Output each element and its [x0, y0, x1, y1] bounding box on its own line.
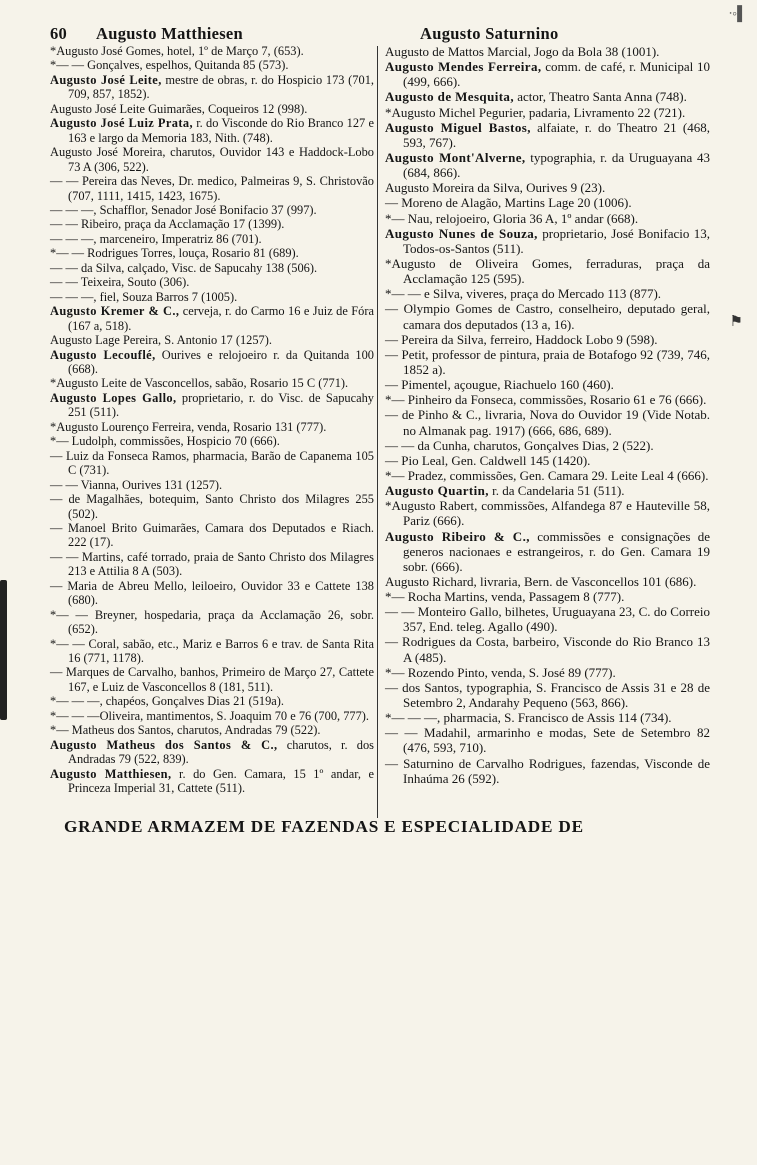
- entry-firm-name: Augusto Nunes de Souza,: [385, 225, 538, 241]
- entry-text: Augusto Lage Pereira, S. Antonio 17 (1257).: [50, 333, 272, 348]
- entry-text: Augusto José Leite Guimarães, Coqueiros 12 (998).: [50, 101, 308, 116]
- entry-text: — de Pinho & C., livraria, Nova do Ouvidor 19 (Vide Notab. no Almanak pag. 1917) (666, 686, 689).: [385, 407, 710, 438]
- directory-entry: [385, 195, 710, 210]
- entry-text: — — Vianna, Ourives 131 (1257).: [50, 477, 223, 492]
- entry-text: proprietario, José Bonifacio 13, Todos-os-Santos (511).: [403, 225, 711, 256]
- entry-firm-name: Augusto Miguel Bastos,: [385, 119, 531, 135]
- directory-entry: [385, 150, 710, 180]
- entry-text: *— Ludolph, commissões, Hospicio 70 (666).: [50, 434, 280, 449]
- directory-entry: [385, 498, 710, 528]
- directory-entry: [50, 376, 374, 390]
- entry-text: — — Pereira das Neves, Dr. medico, Palmeiras 9, S. Christovão (707, 1111, 1415, 1423, 1675).: [50, 174, 374, 203]
- entry-firm-name: Augusto Lopes Gallo,: [50, 390, 177, 405]
- directory-entry: [50, 73, 374, 102]
- directory-entry: [50, 333, 374, 347]
- entry-text: *— — —, chapéos, Gonçalves Dias 21 (519a).: [50, 694, 284, 709]
- directory-entry: [385, 725, 710, 755]
- directory-entry: [50, 217, 374, 231]
- corner-scan-mark: ᐧ◦▌: [728, 7, 747, 22]
- entry-text: — — Madahil, armarinho e modas, Sete de Setembro 82 (476, 593, 710).: [385, 725, 710, 756]
- directory-entry: [385, 634, 710, 664]
- entry-text: proprietario, r. do Visc. de Sapucahy 251 (511).: [68, 390, 374, 420]
- directory-entry: [50, 58, 374, 72]
- entry-text: *— Rocha Martins, venda, Passagem 8 (777).: [385, 589, 625, 605]
- entry-text: Augusto Moreira da Silva, Ourives 9 (23).: [385, 180, 606, 196]
- directory-entry: [50, 420, 374, 434]
- entry-text: — Olympio Gomes de Castro, conselheiro, deputado geral, camara dos deputados (13 a, 16).: [385, 301, 710, 332]
- entry-text: commissões e consignações de generos nacionaes e estrangeiros, r. do Gen. Camara 19 sobr. (666).: [403, 528, 710, 574]
- entry-text: — — Martins, café torrado, praia de Santo Christo dos Milagres 213 e Attilia 8 A (503).: [50, 549, 374, 579]
- directory-entry: [50, 232, 374, 246]
- directory-entry: [385, 105, 710, 120]
- entry-text: charutos, r. dos Andradas 79 (522, 839).: [68, 737, 374, 767]
- entry-text: actor, Theatro Santa Anna (748).: [514, 89, 687, 105]
- entry-text: — Saturnino de Carvalho Rodrigues, fazendas, Visconde de Inhaúma 26 (592).: [385, 755, 710, 786]
- directory-entry: [50, 203, 374, 217]
- directory-entry: [385, 332, 710, 347]
- entry-text: *— Pinheiro da Fonseca, commissões, Rosario 61 e 76 (666).: [385, 392, 707, 408]
- directory-entry: [50, 174, 374, 203]
- entry-text: Augusto José Moreira, charutos, Ouvidor 143 e Haddock-Lobo 73 A (306, 522).: [50, 145, 374, 174]
- directory-entry: [50, 478, 374, 492]
- directory-entry: [385, 468, 710, 483]
- entry-text: Ourives e relojoeiro r. da Quitanda 100 (668).: [68, 347, 374, 376]
- directory-entry: [50, 102, 374, 116]
- directory-entry: [385, 756, 710, 786]
- entry-firm-name: Augusto José Luiz Prata,: [50, 116, 193, 131]
- directory-entry: [50, 608, 374, 637]
- directory-entry: [385, 392, 710, 407]
- directory-entry: [50, 116, 374, 145]
- entry-text: — Marques de Carvalho, banhos, Primeiro de Março 27, Cattete 167, e Luiz de Vasconcellos 8 (181, 511).: [50, 665, 374, 694]
- entry-text: *— Nau, relojoeiro, Gloria 36 A, 1º andar (668).: [385, 210, 639, 226]
- directory-entry: [385, 180, 710, 195]
- directory-entry: [385, 438, 710, 453]
- margin-ink-mark: [0, 580, 7, 720]
- directory-entry: [385, 377, 710, 392]
- entry-text: — — —, Schafflor, Senador José Bonifacio 37 (997).: [50, 202, 317, 217]
- entry-text: *Augusto Michel Pegurier, padaria, Livramento 22 (721).: [385, 104, 686, 120]
- entry-firm-name: Augusto Mont'Alverne,: [385, 149, 526, 165]
- directory-entry: [385, 211, 710, 226]
- entry-text: *— — —, pharmacia, S. Francisco de Assis 114 (734).: [385, 710, 672, 726]
- directory-entry: [50, 694, 374, 708]
- left-column: [50, 44, 374, 796]
- directory-entry: [50, 521, 374, 550]
- directory-entry: [385, 574, 710, 589]
- entry-text: Augusto Richard, livraria, Bern. de Vasconcellos 101 (686).: [385, 573, 697, 589]
- directory-entry: [50, 290, 374, 304]
- page-number: 60: [50, 24, 68, 43]
- directory-entry: [50, 261, 374, 275]
- entry-text: — — da Silva, calçado, Visc. de Sapucahy 138 (506).: [50, 260, 318, 275]
- directory-entry: [50, 492, 374, 521]
- entry-text: *Augusto Lourenço Ferreira, venda, Rosario 131 (777).: [50, 419, 327, 434]
- entry-firm-name: Augusto Ribeiro & C.,: [385, 528, 530, 544]
- column-divider: [377, 46, 378, 818]
- directory-entry: [385, 680, 710, 710]
- entry-text: mestre de obras, r. do Hospicio 173 (701, 709, 857, 1852).: [68, 72, 374, 102]
- directory-entry: [385, 44, 710, 59]
- entry-text: r. da Candelaria 51 (511).: [488, 483, 625, 499]
- directory-entry: [50, 449, 374, 478]
- directory-entry: [385, 89, 710, 104]
- directory-entry: [50, 145, 374, 174]
- directory-entry: [385, 59, 710, 89]
- entry-text: — Maria de Abreu Mello, leiloeiro, Ouvidor 33 e Cattete 138 (680).: [50, 578, 374, 608]
- directory-entry: [50, 246, 374, 260]
- directory-entry: [50, 665, 374, 694]
- directory-entry: [385, 665, 710, 680]
- entry-firm-name: Augusto Quartin,: [385, 483, 489, 499]
- right-column: [385, 44, 710, 786]
- entry-text: *— — Breyner, hospedaria, praça da Acclamação 26, sobr. (652).: [50, 607, 374, 637]
- entry-text: — Pereira da Silva, ferreiro, Haddock Lobo 9 (598).: [385, 331, 658, 347]
- directory-entry: [50, 550, 374, 579]
- directory-entry: [385, 256, 710, 286]
- directory-entry: [50, 391, 374, 420]
- directory-entry: [385, 347, 710, 377]
- directory-entry: [50, 579, 374, 608]
- entry-text: — — Monteiro Gallo, bilhetes, Uruguayana 23, C. do Correio 357, End. teleg. Agallo (490).: [385, 604, 710, 635]
- directory-entry: [385, 710, 710, 725]
- entry-text: *— — Coral, sabão, etc., Mariz e Barros 6 e trav. de Santa Rita 16 (771, 1178).: [50, 636, 374, 666]
- entry-text: *— — Gonçalves, espelhos, Quitanda 85 (573).: [50, 58, 289, 73]
- entry-text: *— — Rodrigues Torres, louça, Rosario 81 (689).: [50, 246, 299, 261]
- directory-entry: [50, 738, 374, 767]
- margin-pointer-mark: ⚑: [729, 314, 743, 330]
- directory-entry: [385, 483, 710, 498]
- footer-advertisement: GRANDE ARMAZEM DE FAZENDAS E ESPECIALIDADE DE: [64, 817, 584, 836]
- entry-text: *— — e Silva, viveres, praça do Mercado 113 (877).: [385, 286, 662, 302]
- entry-text: typographia, r. da Uruguayana 43 (684, 866).: [403, 149, 710, 181]
- directory-entry: [385, 453, 710, 468]
- entry-text: — de Magalhães, botequim, Santo Christo dos Milagres 255 (502).: [50, 492, 374, 521]
- entry-text: *Augusto José Gomes, hotel, 1º de Março 7, (653).: [50, 44, 304, 58]
- directory-entry: [385, 120, 710, 150]
- entry-text: — — Teixeira, Souto (306).: [50, 275, 190, 290]
- entry-text: *Augusto de Oliveira Gomes, ferraduras, praça da Acclamação 125 (595).: [385, 255, 710, 287]
- running-header-right: Augusto Saturnino: [420, 24, 559, 43]
- entry-text: — Pio Leal, Gen. Caldwell 145 (1420).: [385, 452, 591, 468]
- entry-text: — — —, fiel, Souza Barros 7 (1005).: [50, 289, 238, 304]
- directory-entry: [50, 723, 374, 737]
- entry-text: — — —, marceneiro, Imperatriz 86 (701).: [50, 231, 262, 246]
- directory-entry: [50, 434, 374, 448]
- directory-entry: [385, 529, 710, 574]
- directory-entry: [385, 301, 710, 331]
- entry-text: — Manoel Brito Guimarães, Camara dos Deputados e Riach. 222 (17).: [50, 520, 374, 550]
- entry-text: — Moreno de Alagão, Martins Lage 20 (1006).: [385, 195, 632, 211]
- directory-entry: [385, 407, 710, 437]
- directory-entry: [385, 226, 710, 256]
- entry-firm-name: Augusto Mendes Ferreira,: [385, 59, 542, 75]
- directory-entry: [50, 348, 374, 377]
- directory-entry: [50, 304, 374, 333]
- entry-text: r. do Gen. Camara, 15 1º andar, e Princeza Imperial 31, Cattete (511).: [68, 766, 374, 796]
- entry-firm-name: Augusto José Leite,: [50, 72, 162, 87]
- directory-entry: [50, 637, 374, 666]
- entry-text: *— Matheus dos Santos, charutos, Andradas 79 (522).: [50, 723, 321, 738]
- directory-entry: [385, 286, 710, 301]
- entry-text: *— Pradez, commissões, Gen. Camara 29. Leite Leal 4 (666).: [385, 467, 709, 483]
- entry-text: alfaiate, r. do Theatro 21 (468, 593, 767).: [403, 119, 710, 150]
- entry-text: — Petit, professor de pintura, praia de Botafogo 92 (739, 746, 1852 a).: [385, 346, 710, 377]
- entry-firm-name: Augusto Matthiesen,: [50, 766, 172, 781]
- entry-text: — dos Santos, typographia, S. Francisco de Assis 31 e 28 de Setembro 2, Andarahy Pequeno (563, 866).: [385, 679, 710, 711]
- entry-firm-name: Augusto Lecouflé,: [50, 347, 156, 362]
- entry-text: — Luiz da Fonseca Ramos, pharmacia, Barão de Capanema 105 C (731).: [50, 448, 374, 478]
- directory-entry: [50, 767, 374, 796]
- entry-text: — Rodrigues da Costa, barbeiro, Visconde do Rio Branco 13 A (485).: [385, 634, 710, 665]
- directory-entry: [385, 604, 710, 634]
- entry-text: — Pimentel, açougue, Riachuelo 160 (460).: [385, 377, 614, 393]
- entry-text: *— Rozendo Pinto, venda, S. José 89 (777).: [385, 664, 616, 680]
- entry-text: Augusto de Mattos Marcial, Jogo da Bola 38 (1001).: [385, 44, 660, 59]
- entry-text: comm. de café, r. Municipal 10 (499, 666).: [403, 59, 710, 90]
- directory-entry: [50, 709, 374, 723]
- entry-text: *Augusto Rabert, commissões, Alfandega 87 e Hauteville 58, Pariz (666).: [385, 498, 710, 529]
- running-header-left: Augusto Matthiesen: [96, 24, 244, 43]
- entry-text: *— — —Oliveira, mantimentos, S. Joaquim 70 e 76 (700, 777).: [50, 708, 370, 723]
- entry-text: — — Ribeiro, praça da Acclamação 17 (1399).: [50, 217, 285, 232]
- entry-firm-name: Augusto Matheus dos Santos & C.,: [50, 737, 278, 752]
- directory-entry: [385, 589, 710, 604]
- entry-text: — — da Cunha, charutos, Gonçalves Dias, 2 (522).: [385, 437, 654, 453]
- directory-entry: [50, 44, 374, 58]
- directory-entry: [50, 275, 374, 289]
- entry-firm-name: Augusto Kremer & C.,: [50, 304, 180, 319]
- entry-text: *Augusto Leite de Vasconcellos, sabão, Rosario 15 C (771).: [50, 376, 349, 391]
- entry-firm-name: Augusto de Mesquita,: [385, 89, 514, 105]
- entry-text: r. do Visconde do Rio Branco 127 e 163 e largo da Memoria 183, Nith. (748).: [68, 116, 374, 145]
- entry-text: cerveja, r. do Carmo 16 e Juiz de Fóra (167 a, 518).: [68, 304, 374, 333]
